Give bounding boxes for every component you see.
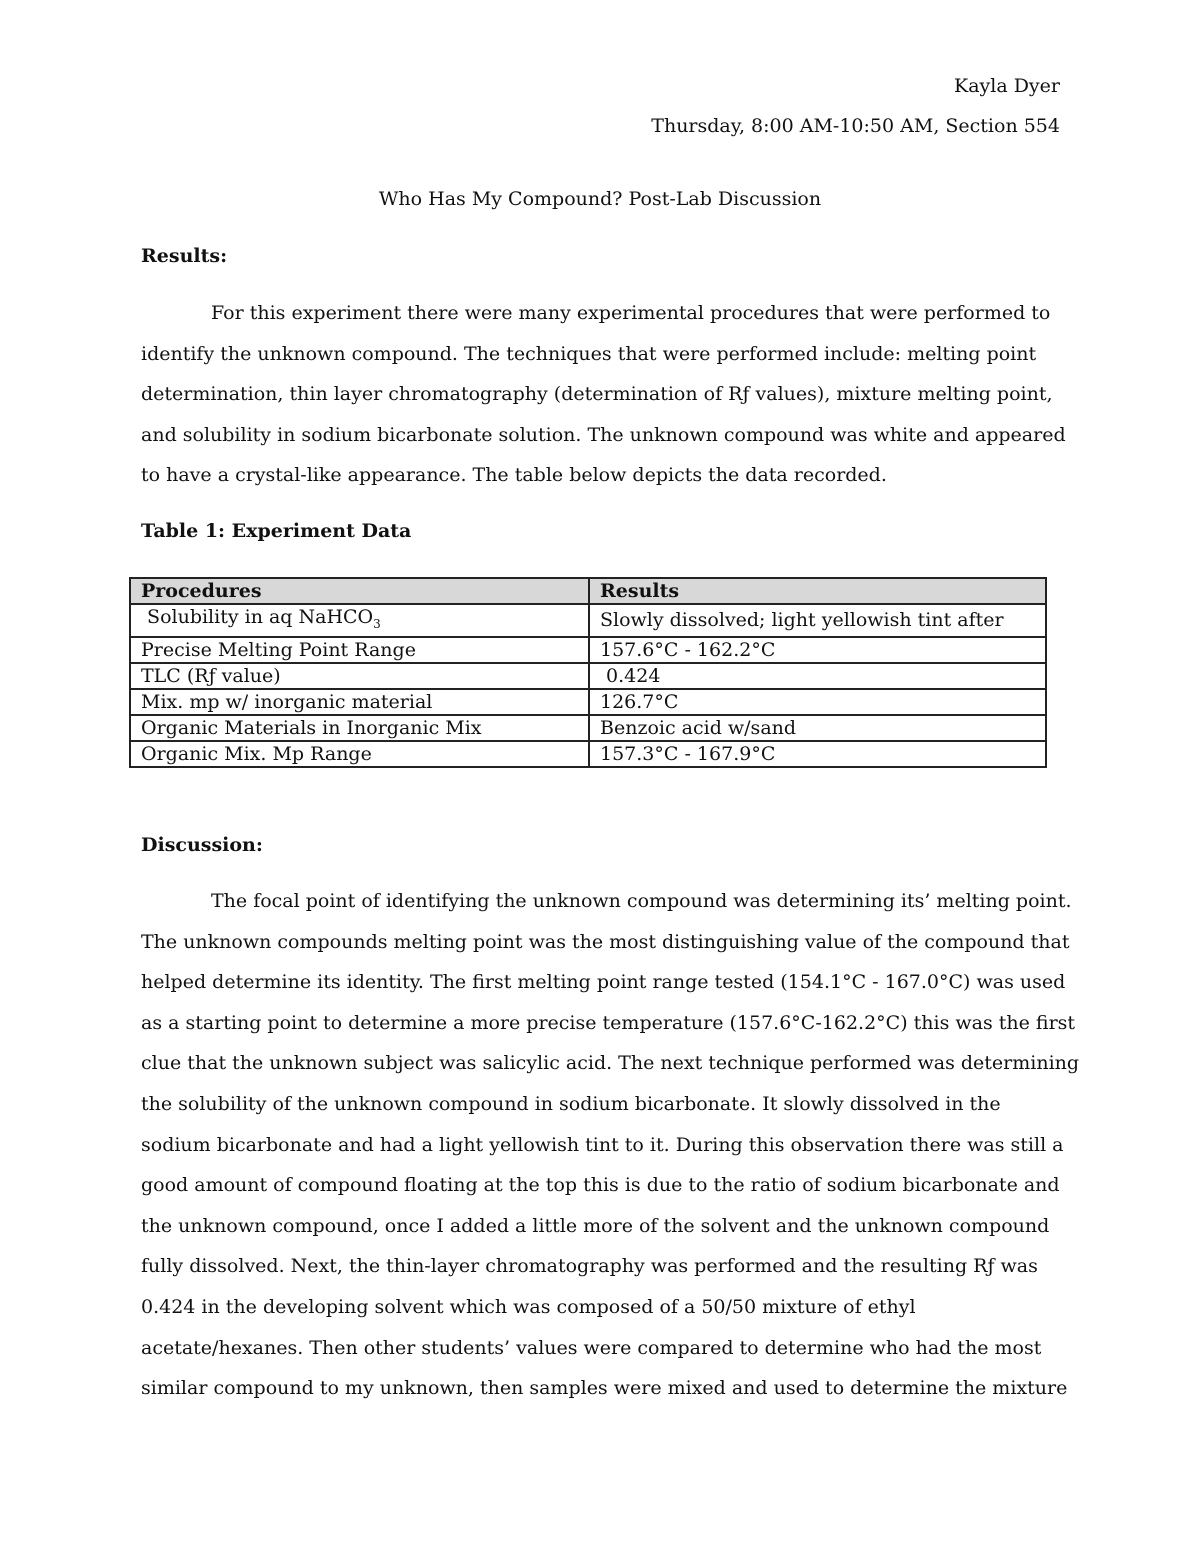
paragraph-line: similar compound to my unknown, then samples were mixed and used to determine the mixture (141, 1377, 1068, 1400)
paragraph-line: the unknown compound, once I added a little more of the solvent and the unknown compound (141, 1214, 1050, 1237)
header-procedures: Procedures (130, 578, 589, 604)
table-cell: TLC (Rƒ value) (130, 663, 589, 689)
header-results: Results (589, 578, 1046, 604)
table-cell: Benzoic acid w/sand (589, 715, 1046, 741)
table-row (130, 715, 1046, 741)
paragraph-line: identify the unknown compound. The techniques that were performed include: melting point (141, 342, 1037, 365)
paragraph-line: The unknown compounds melting point was the most distinguishing value of the compound that (141, 930, 1070, 953)
table-row (130, 637, 1046, 663)
paragraph-line: to have a crystal-like appearance. The table below depicts the data recorded. (141, 464, 887, 487)
paragraph-line: good amount of compound floating at the top this is due to the ratio of sodium bicarbonate and (141, 1174, 1060, 1197)
paragraph-line: determination, thin layer chromatography (determination of Rƒ values), mixture melting point, (141, 383, 1053, 406)
paragraph-line: acetate/hexanes. Then other students’ values were compared to determine who had the most (141, 1336, 1042, 1359)
document-title: Who Has My Compound? Post-Lab Discussion (378, 188, 822, 210)
paragraph-line: sodium bicarbonate and had a light yellowish tint to it. During this observation there was still a (141, 1133, 1064, 1156)
paragraph-line: as a starting point to determine a more precise temperature (157.6°C-162.2°C) this was the first (141, 1011, 1076, 1034)
paragraph-line: The focal point of identifying the unknown compound was determining its’ melting point. (211, 890, 1072, 912)
experiment-data-table (129, 577, 1047, 768)
table-header-row (130, 578, 1046, 604)
cell-text: Solubility in aq NaHCO (147, 606, 374, 628)
table-caption: Table 1: Experiment Data (141, 520, 412, 542)
paragraph-line: For this experiment there were many experimental procedures that were performed to (211, 302, 1051, 324)
paragraph-line: the solubility of the unknown compound in sodium bicarbonate. It slowly dissolved in the (141, 1092, 1001, 1115)
results-heading: Results: (141, 245, 228, 267)
paragraph-line: and solubility in sodium bicarbonate solution. The unknown compound was white and appeared (141, 423, 1066, 446)
table-cell: 126.7°C (589, 689, 1046, 715)
results-paragraph (141, 293, 1066, 496)
table-cell: Organic Mix. Mp Range (130, 741, 589, 767)
paragraph-line: fully dissolved. Next, the thin-layer chromatography was performed and the resulting Rƒ was (141, 1255, 1038, 1278)
paragraph-line: helped determine its identity. The first melting point range tested (154.1°C - 167.0°C) was used (141, 971, 1066, 994)
table-cell: 157.6°C - 162.2°C (589, 637, 1046, 663)
table-cell: Slowly dissolved; light yellowish tint after (589, 604, 1046, 637)
table-row (130, 663, 1046, 689)
paragraph-line: clue that the unknown subject was salicylic acid. The next technique performed was determining (141, 1052, 1080, 1075)
table-row (130, 689, 1046, 715)
table-cell: Mix. mp w/ inorganic material (130, 689, 589, 715)
table-cell: Organic Materials in Inorganic Mix (130, 715, 589, 741)
table-row (130, 741, 1046, 767)
discussion-paragraph (141, 881, 1080, 1409)
table-cell: 157.3°C - 167.9°C (589, 741, 1046, 767)
cell-text: 0.424 (606, 664, 661, 687)
table-cell: Precise Melting Point Range (130, 637, 589, 663)
section-line: Thursday, 8:00 AM-10:50 AM, Section 554 (651, 115, 1060, 137)
subscript: 3 (373, 616, 381, 631)
table-row (130, 604, 1046, 637)
table-cell (589, 663, 1046, 689)
discussion-heading: Discussion: (141, 834, 263, 856)
paragraph-line: 0.424 in the developing solvent which was composed of a 50/50 mixture of ethyl (141, 1295, 916, 1318)
table-cell (130, 604, 589, 637)
author-name: Kayla Dyer (954, 75, 1060, 97)
